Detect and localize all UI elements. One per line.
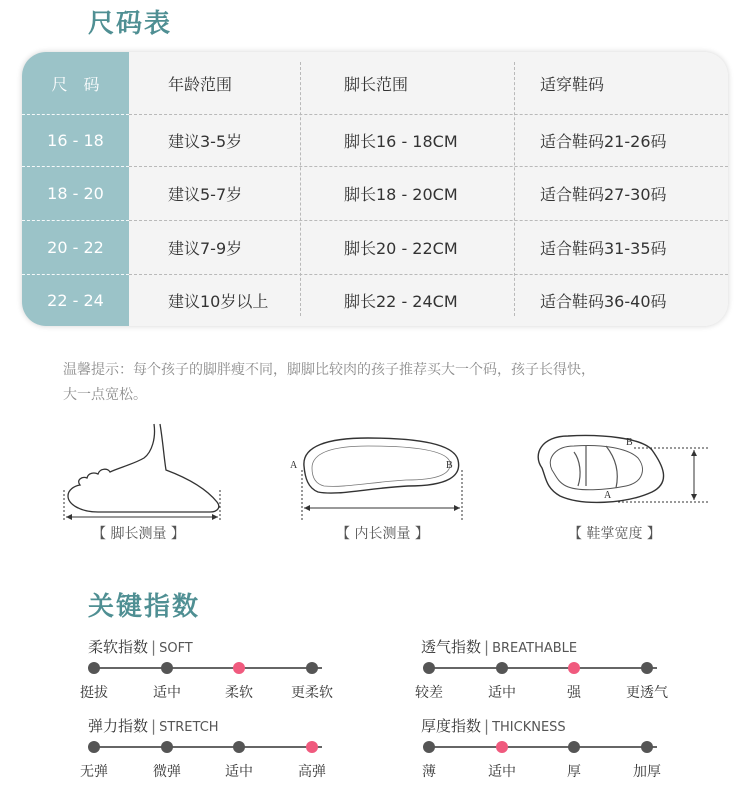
scale-dot: [423, 662, 435, 674]
index-label-breathable: [421, 636, 577, 657]
scale-dot: [161, 741, 173, 753]
scale-option-label: 无弹: [80, 764, 108, 780]
row-shoe: 适合鞋码27-30码: [540, 184, 667, 204]
shoe-inner-icon: [550, 446, 642, 490]
index-cn: 柔软指数: [88, 638, 149, 656]
foot-outline-icon: [68, 424, 219, 512]
table-row: [22, 166, 728, 220]
scale-option-label: 薄: [422, 764, 436, 780]
scale-dot: [306, 662, 318, 674]
scale-option-label: 微弹: [153, 764, 181, 780]
strap-icon: [574, 446, 617, 488]
scale-dot: [641, 662, 653, 674]
scale-option-label: 更柔软: [291, 685, 333, 701]
index-sep: |: [151, 717, 157, 735]
mark-b: B: [626, 437, 633, 448]
row-divider: [129, 220, 728, 221]
scale-dot: [161, 662, 173, 674]
table-header-row: [22, 52, 728, 114]
header-size: 尺 码: [51, 74, 100, 94]
row-foot: 脚长20 - 22CM: [344, 238, 458, 258]
scale-option-label: 高弹: [298, 764, 326, 780]
tip-line-2: 大一点宽松。: [63, 387, 147, 403]
index-en: THICKNESS: [492, 720, 566, 735]
thickness-scale: [423, 741, 663, 753]
insole-inner-icon: [312, 446, 450, 486]
row-size: 18 - 20: [47, 183, 104, 203]
row-age: 建议7-9岁: [168, 238, 243, 258]
scale-option-label: 柔软: [225, 685, 253, 701]
scale-option-label: 挺拔: [80, 685, 108, 701]
column-divider: [514, 62, 515, 316]
index-label-thickness: [421, 715, 566, 736]
table-row: [22, 220, 728, 274]
mark-b: B: [446, 460, 453, 471]
column-divider: [300, 62, 301, 316]
scale-dot: [233, 741, 245, 753]
scale-dot-active: [496, 741, 508, 753]
scale-dot: [88, 662, 100, 674]
scale-dot: [496, 662, 508, 674]
mark-a: A: [290, 460, 298, 471]
tip-line-1: 温馨提示：每个孩子的脚胖瘦不同，脚脚比较肉的孩子推荐买大一个码，孩子长得快，: [63, 362, 595, 378]
size-divider: [22, 220, 129, 221]
row-divider: [129, 166, 728, 167]
index-cn: 厚度指数: [421, 717, 482, 735]
foot-length-caption: 【 脚长测量 】: [92, 526, 185, 542]
table-row: [22, 114, 728, 166]
scale-option-label: 更透气: [626, 685, 668, 701]
index-label-stretch: [88, 715, 219, 736]
key-indices-title: 关键指数: [88, 592, 201, 622]
row-foot: 脚长22 - 24CM: [344, 291, 458, 311]
row-size: 16 - 18: [47, 130, 104, 150]
scale-dot-active: [233, 662, 245, 674]
scale-line: [94, 667, 322, 669]
scale-line: [429, 667, 657, 669]
mark-a: A: [604, 490, 612, 501]
scale-line: [94, 746, 322, 748]
scale-line: [429, 746, 657, 748]
row-size: 22 - 24: [47, 290, 104, 310]
row-age: 建议3-5岁: [168, 131, 243, 151]
size-tip: [63, 358, 713, 408]
header-foot: 脚长范围: [344, 74, 409, 94]
shoe-width-caption: 【 鞋掌宽度 】: [568, 526, 661, 542]
scale-option-label: 适中: [488, 764, 516, 780]
size-divider: [22, 114, 129, 115]
scale-dot: [568, 741, 580, 753]
table-row: [22, 274, 728, 326]
index-en: BREATHABLE: [492, 641, 578, 656]
foot-length-diagram: [60, 418, 230, 520]
scale-option-label: 强: [567, 685, 581, 701]
size-divider: [22, 166, 129, 167]
index-label-soft: [88, 636, 193, 657]
row-divider: [129, 274, 728, 275]
scale-option-label: 厚: [567, 764, 581, 780]
row-foot: 脚长16 - 18CM: [344, 131, 458, 151]
stretch-scale: [88, 741, 328, 753]
row-age: 建议10岁以上: [168, 291, 269, 311]
scale-dot: [88, 741, 100, 753]
row-foot: 脚长18 - 20CM: [344, 184, 458, 204]
index-cn: 弹力指数: [88, 717, 149, 735]
scale-option-label: 适中: [488, 685, 516, 701]
scale-option-label: 较差: [415, 685, 443, 701]
row-age: 建议5-7岁: [168, 184, 243, 204]
inner-length-caption: 【 内长测量 】: [336, 526, 429, 542]
soft-scale: [88, 662, 328, 674]
index-sep: |: [484, 638, 490, 656]
index-en: STRETCH: [159, 720, 219, 735]
inner-length-diagram: [288, 430, 468, 520]
scale-option-label: 适中: [153, 685, 181, 701]
row-shoe: 适合鞋码31-35码: [540, 238, 667, 258]
scale-dot-active: [306, 741, 318, 753]
row-shoe: 适合鞋码21-26码: [540, 131, 667, 151]
scale-option-label: 适中: [225, 764, 253, 780]
index-sep: |: [484, 717, 490, 735]
header-shoe: 适穿鞋码: [540, 74, 605, 94]
scale-option-label: 加厚: [633, 764, 661, 780]
row-divider: [129, 114, 728, 115]
size-table: [22, 52, 728, 326]
size-chart-title: 尺码表: [88, 9, 173, 39]
index-cn: 透气指数: [421, 638, 482, 656]
breathable-scale: [423, 662, 663, 674]
size-divider: [22, 274, 129, 275]
scale-dot: [641, 741, 653, 753]
index-sep: |: [151, 638, 157, 656]
shoe-width-diagram: [522, 430, 718, 510]
scale-dot-active: [568, 662, 580, 674]
row-shoe: 适合鞋码36-40码: [540, 291, 667, 311]
index-en: SOFT: [159, 641, 193, 656]
scale-dot: [423, 741, 435, 753]
header-age: 年龄范围: [168, 74, 233, 94]
row-size: 20 - 22: [47, 237, 104, 257]
